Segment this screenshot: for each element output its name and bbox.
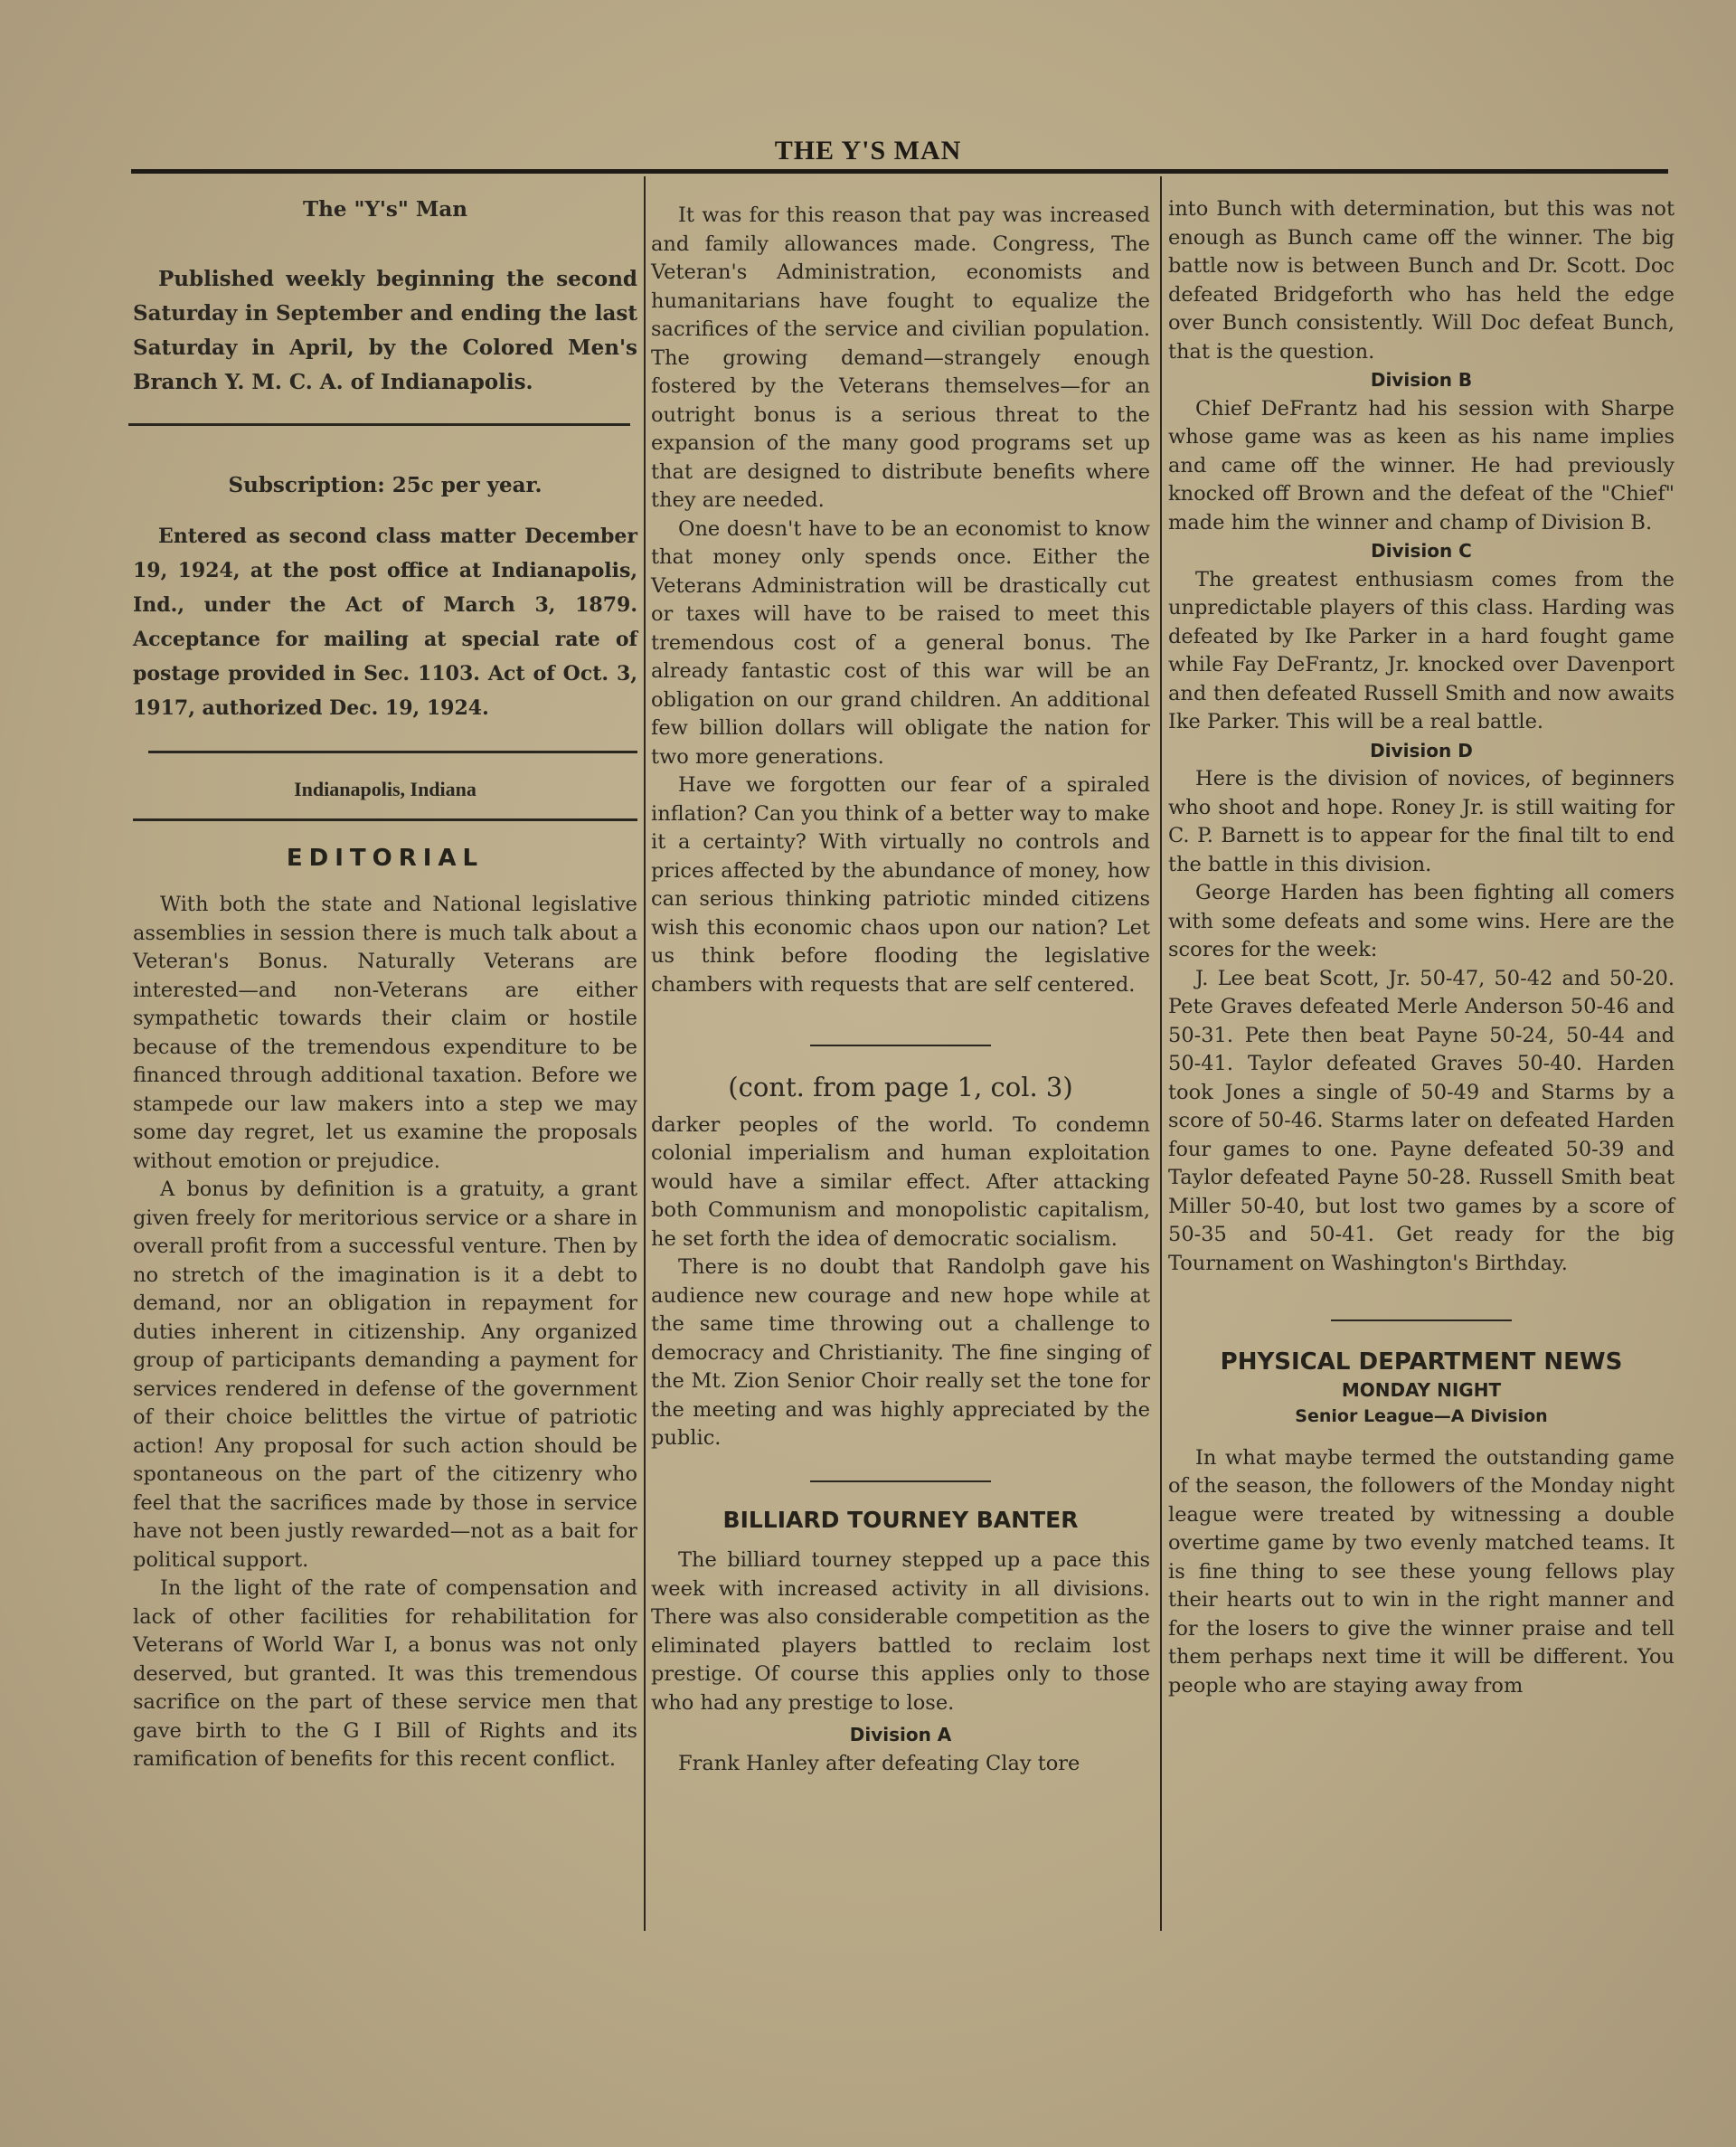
location-line: Indianapolis, Indiana <box>294 778 476 800</box>
article-paragraph: The greatest enthusiasm comes from the unpredictable players of this class. Harding was defeated by Ike Parker in a hard fought game while Fay DeFrantz, Jr. knocked over Davenport and then defeated Russell Smith and now awaits Ike Parker. This will be a real battle. <box>1168 567 1675 733</box>
column-1 <box>133 190 637 1774</box>
article-paragraph: Chief DeFrantz had his session with Sharpe whose game was as keen as his name implies and came off the winner. He had previously knocked off Brown and the defeat of the "Chief" made him the winner and champ of Division B. <box>1168 396 1675 534</box>
physical-dept-heading: PHYSICAL DEPARTMENT NEWS <box>1220 1348 1623 1376</box>
editorial-paragraph: One doesn't have to be an economist to know that money only spends once. Either the Veterans Administration will be drastically cut or taxes will have to be raised to meet this tremendous cost of a general bonus. The already fantastic cost of this war will be an obligation on our grand children. An additional few billion dollars will obligate the nation for two more generations. <box>651 516 1150 769</box>
divider <box>810 1480 991 1482</box>
division-a-heading: Division A <box>849 1724 952 1745</box>
masthead-box-title: The "Y's" Man <box>303 197 467 222</box>
monday-night-heading: MONDAY NIGHT <box>1341 1378 1502 1401</box>
editorial-paragraph: With both the state and National legislative assemblies in session there is much talk about a Veteran's Bonus. Naturally Veterans are interested—and non-Veterans are either sympathetic towards their claim or hostile because of the tremendous expenditure to be financed through additional taxation. Before we stampede our law makers into a step we may some day regret, let us examine the proposals without emotion or prejudice. <box>133 893 637 1173</box>
division-c-heading: Division C <box>1371 540 1472 562</box>
subscription-line: Subscription: 25c per year. <box>228 472 542 497</box>
column-divider-1 <box>644 176 646 1931</box>
article-paragraph: into Bunch with determination, but this was not enough as Bunch came off the winner. The big battle now is between Bunch and Dr. Scott. Doc defeated Bridgeforth who has held the edge over Bunch consistently. Will Doc defeat Bunch, that is the question. <box>1168 197 1675 364</box>
senior-league-heading: Senior League—A Division <box>1295 1405 1548 1426</box>
column-divider-2 <box>1160 176 1162 1931</box>
division-d-heading: Division D <box>1370 739 1473 761</box>
article-paragraph: J. Lee beat Scott, Jr. 50-47, 50-42 and 50-20. Pete Graves defeated Merle Anderson 50-46 and 50-31. Pete then beat Payne 50-24, 50-44 and 50-41. Taylor defeated Graves 50-40. Harden took Jones a single of 50-49 and Starms by a score of 50-46. Starms later on defeated Harden four games to one. Payne defeated 50-39 and Taylor defeated Payne 50-28. Russell Smith beat Miller 50-40, but lost two games by a score of 50-35 and 50-41. Get ready for the big Tournament on Washington's Birthday. <box>1168 966 1675 1275</box>
division-b-heading: Division B <box>1370 369 1473 391</box>
entry-notice: Entered as second class matter December 19, 1924, at the post office at Indianapolis, Ind., under the Act of March 3, 1879. Acceptance for mailing at special rate of postage provided in Sec. 1103. Act of Oct. 3, 1917, authorized Dec. 19, 1924. <box>133 525 637 720</box>
article-paragraph: There is no doubt that Randolph gave his audience new courage and new hope while at the same time throwing out a challenge to democracy and Christianity. The fine singing of the Mt. Zion Senior Choir really set the tone for the meeting and was highly appreciated by the public. <box>651 1255 1150 1450</box>
masthead-rule <box>131 169 1668 174</box>
editorial-paragraph: A bonus by definition is a gratuity, a grant given freely for meritorious service or a share in overall profit from a successful venture. Then by no stretch of the imagination is it a debt to demand, nor an obligation in repayment for duties inherent in citizenship. Any organized group of participants demanding a payment for services rendered in defense of the government of their choice belittles the virtue of patriotic action! Any proposal for such action should be spontaneous on the part of the citizenry who feel that the sacrifices made by those in service have not been justly rewarded—not as a bait for political support. <box>133 1178 637 1572</box>
article-paragraph: Here is the division of novices, of beginners who shoot and hope. Roney Jr. is still waiting for C. P. Barnett is to appear for the final tilt to end the battle in this division. <box>1168 767 1675 876</box>
divider <box>133 818 637 821</box>
editorial-heading: EDITORIAL <box>286 844 485 872</box>
divider <box>128 423 630 426</box>
editorial-paragraph: It was for this reason that pay was increased and family allowances made. Congress, The Veteran's Administration, economists and humanitarians have fought to equalize the sacrifices of the service and civilian population. The growing demand—strangely enough fostered by the Veterans themselves—for an outright bonus is a serious threat to the expansion of the many good programs set up that are designed to distribute benefits where they are needed. <box>651 203 1150 512</box>
column-3 <box>1168 190 1675 1700</box>
editorial-paragraph: Have we forgotten our fear of a spiraled inflation? Can you think of a better way to make it a certainty? With virtually no controls and prices affected by the abundance of money, how can serious thinking patriotic minded citizens wish this economic chaos upon our nation? Let us think before flooding the legislative chambers with requests that are self centered. <box>651 773 1150 997</box>
billiard-heading: BILLIARD TOURNEY BANTER <box>722 1506 1079 1533</box>
article-paragraph: Frank Hanley after defeating Clay tore <box>678 1751 1080 1775</box>
masthead: THE Y'S MAN <box>774 136 962 166</box>
article-paragraph: darker peoples of the world. To condemn colonial imperialism and human exploitation would have a similar effect. After attacking both Communism and monopolistic capitalism, he set forth the idea of democratic socialism. <box>651 1112 1150 1251</box>
publication-info: Published weekly beginning the second Saturday in September and ending the last Saturday in April, by the Colored Men's Branch Y. M. C. A. of Indianapolis. <box>133 266 637 394</box>
article-paragraph: The billiard tourney stepped up a pace this week with increased activity in all divisions. There was also considerable competition as the eliminated players battled to reclaim lost prestige. Of course this applies only to those who had any prestige to lose. <box>651 1548 1150 1715</box>
article-paragraph: George Harden has been fighting all comers with some defeats and some wins. Here are the scores for the week: <box>1168 881 1675 961</box>
divider <box>148 751 637 753</box>
continuation-heading: (cont. from page 1, col. 3) <box>728 1072 1073 1102</box>
editorial-paragraph: In the light of the rate of compensation and lack of other facilities for rehabilitation for Veterans of World War I, a bonus was not only deserved, but granted. It was this tremendous sacrifice on the part of these service men that gave birth to the G I Bill of Rights and its ramification of benefits for this recent conflict. <box>133 1576 637 1771</box>
article-paragraph: In what maybe termed the outstanding game of the season, the followers of the Monday night league were treated by witnessing a double overtime game by two evenly matched teams. It is fine thing to see these young fellows play their hearts out to win in the right manner and for the losers to give the winner praise and tell them perhaps next time it will be different. You people who are staying away from <box>1168 1445 1675 1698</box>
column-2 <box>651 190 1150 1778</box>
divider <box>1331 1319 1512 1321</box>
divider <box>810 1045 991 1046</box>
